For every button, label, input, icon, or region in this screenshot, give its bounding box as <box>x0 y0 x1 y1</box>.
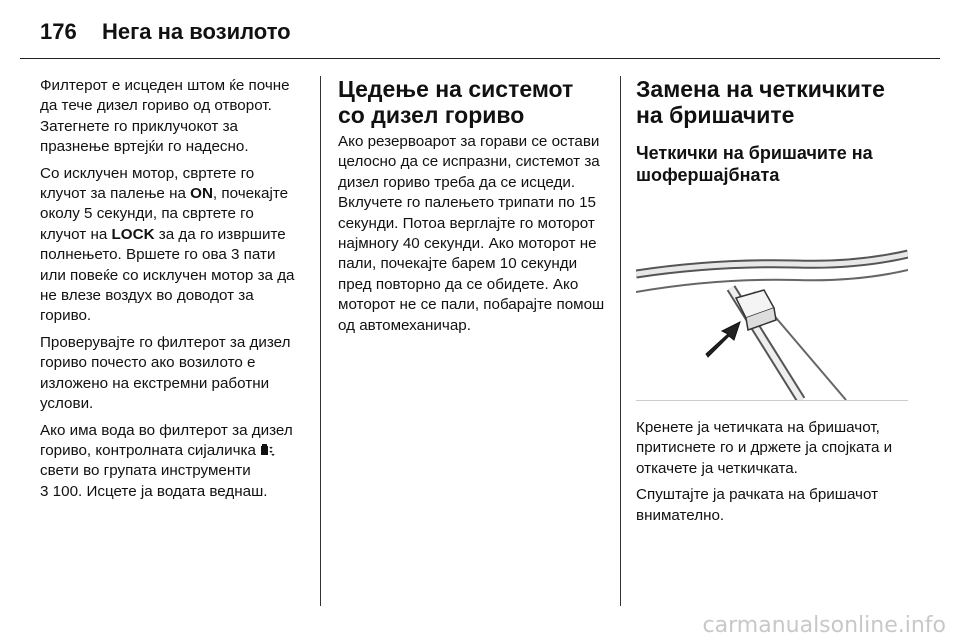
column-divider <box>620 76 621 606</box>
page-number: 176 <box>40 19 77 44</box>
page-title: Нега на возилото <box>102 19 291 44</box>
column-middle <box>338 76 606 342</box>
figure-caption <box>636 418 908 532</box>
page-reference-icon: 3 <box>40 482 49 500</box>
section-heading: Цедење на системот со дизел гориво <box>338 76 574 128</box>
wiper-blade-illustration <box>636 204 908 401</box>
paragraph: Кренете ја четичката на бришачот, притиснете го и држете ја спојката и откачете ја четкичката. <box>636 419 893 477</box>
water-in-fuel-icon <box>260 443 275 457</box>
watermark-text: carmanualsonline.info <box>702 613 946 638</box>
subsection-heading: Четкички на бришачите на шофершајбната <box>636 143 873 185</box>
column-right <box>636 76 908 186</box>
page-header <box>40 12 291 52</box>
keyword-on: ON <box>190 185 213 203</box>
paragraph: Ако резервоарот за горави се остави целосно да се испразни, системот за дизел гориво треба да се исцеди. Вклучете го палењето трипати по 15 секунди. Потоа верглајте го моторот најмногу 40 секунди. Ако моторот не пали, почекајте барем 10 секунди пред повторно да се обидете. Ако моторот не се пали, побарајте помош од автомеханичар. <box>338 133 605 334</box>
section-heading: Замена на четкичките на бришачите <box>636 76 885 128</box>
paragraph: Филтерот е исцеден штом ќе почне да тече дизел гориво од отворот. Затегнете го приклучокот за празнење вртејќи го надесно. <box>40 77 290 156</box>
keyword-lock: LOCK <box>111 225 155 243</box>
column-divider <box>320 76 321 606</box>
header-divider <box>20 58 940 59</box>
paragraph: Спуштајте ја рачката на бришачот внимателно. <box>636 486 879 524</box>
paragraph: Проверувајте го филтерот за дизел гориво почесто ако возилото е изложено на екстремни работни услови. <box>40 333 291 413</box>
paragraph: Ако има вода во филтерот за дизел гориво, контролната сијаличка свети во групата инструменти 3 100. Исцете ја водата веднаш. <box>40 421 293 500</box>
paragraph: Со исклучен мотор, свртете го клучот за палење на ON, почекајте околу 5 секунди, па свртете го клучот на LOCK за да го извршите полнењето. Вршете го ова 3 пати или повеќе со исклучен мотор за да не влезе воздух во доводот за гориво. <box>40 164 295 325</box>
column-left <box>40 76 304 508</box>
